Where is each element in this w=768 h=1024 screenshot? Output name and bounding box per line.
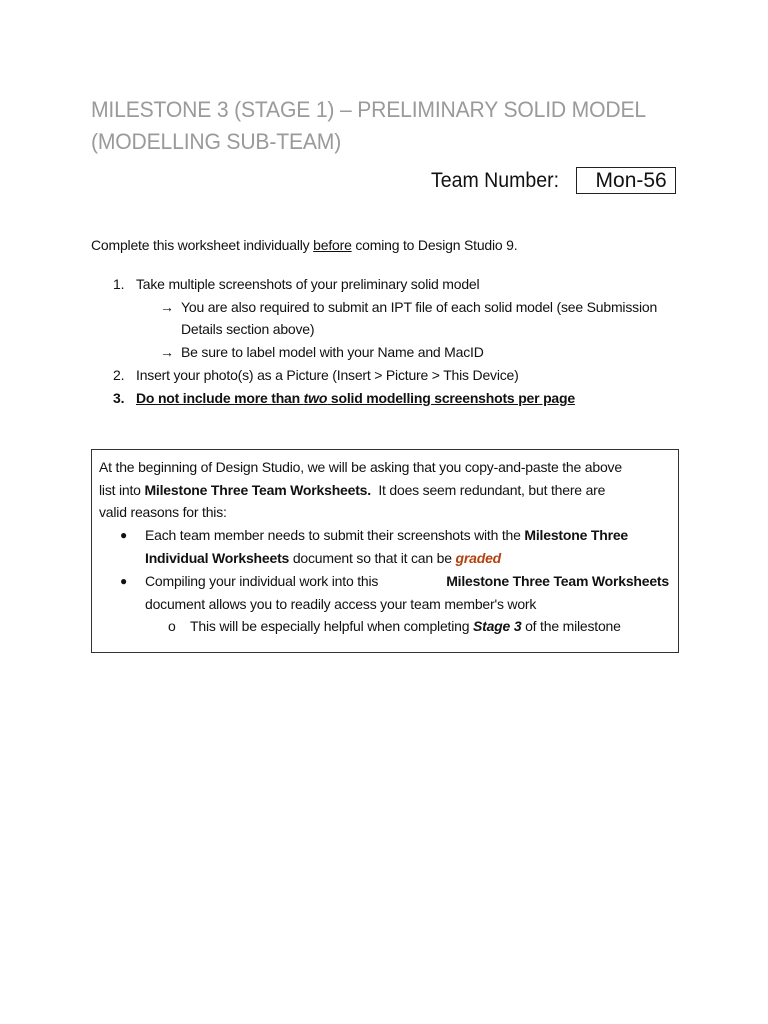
bullet-2 [145,570,669,615]
note-box [91,449,679,653]
page-title [91,94,674,158]
sub-bullet-marker: o [168,618,176,634]
sub-bullet-post: of the milestone [521,618,621,634]
team-worksheets-ref: Milestone Three Team Worksheets. [144,481,371,498]
item-3-text [136,387,575,410]
note-line-3: valid reasons for this: [99,504,227,520]
graded-emphasis: graded [455,549,502,566]
item-3-emphasis: two [303,390,328,406]
intro-underlined: before [313,237,352,253]
title-line-2: (MODELLING SUB-TEAM) [91,129,342,154]
bullet-1-bold-1: Milestone Three [524,527,628,543]
sub-bullet-pre: This will be especially helpful when completing [190,618,473,634]
item-3-post: solid modelling screenshots per page [327,390,575,406]
bullet-2-line-2: document allows you to readily access your team member's work [145,595,537,612]
note-line-2 [99,479,671,502]
item-1-text: Take multiple screenshots of your preliminary solid model [136,276,480,292]
sub-item-1-line-1: You are also required to submit an IPT file of each solid model (see Submission [181,299,658,315]
bullet-2-line-1 [145,570,669,593]
stage-3-ref: Stage 3 [473,618,522,634]
team-number-row [431,167,676,194]
item-3-number: 3. [113,390,125,406]
intro-before: Complete this worksheet individually [91,237,314,253]
bullet-1 [145,524,669,569]
intro-after: coming to Design Studio 9. [351,237,518,253]
item-2-number: 2. [113,367,125,383]
sub-bullet-text [190,615,621,638]
bullet-1-mid: document so that it can be [289,549,456,566]
note-line-1: At the beginning of Design Studio, we will be asking that you copy-and-paste the above [99,459,622,475]
bullet-1-pre: Each team member needs to submit their screenshots with the [145,527,525,543]
sub-item-1-line-2: Details section above) [181,321,315,337]
arrow-icon: → [160,299,174,315]
bullet-1-bold-2: Individual Worksheets [145,549,290,566]
note-paragraph [99,456,671,524]
bullet-2-pre: Compiling your individual work into this [145,573,379,589]
note-line-2-post: It does seem redundant, but there are [370,481,606,498]
intro-text [91,236,517,254]
title-line-1: MILESTONE 3 (STAGE 1) – PRELIMINARY SOLID MODEL [91,97,646,122]
note-line-2-pre: list into [99,481,145,498]
item-2-text: Insert your photo(s) as a Picture (Insert > Picture > This Device) [136,367,519,383]
bullet-2-bold: Milestone Three Team Worksheets [446,573,669,589]
sub-item-2-text: Be sure to label model with your Name and MacID [181,344,484,360]
team-number-field[interactable]: Mon-56 [576,167,676,194]
item-1-number: 1. [113,276,125,292]
item-3-pre: Do not include more than [136,390,304,406]
team-number-label: Team Number: [431,168,560,192]
bullet-icon: ● [120,574,128,588]
arrow-icon: → [160,344,174,360]
bullet-icon: ● [120,528,128,542]
